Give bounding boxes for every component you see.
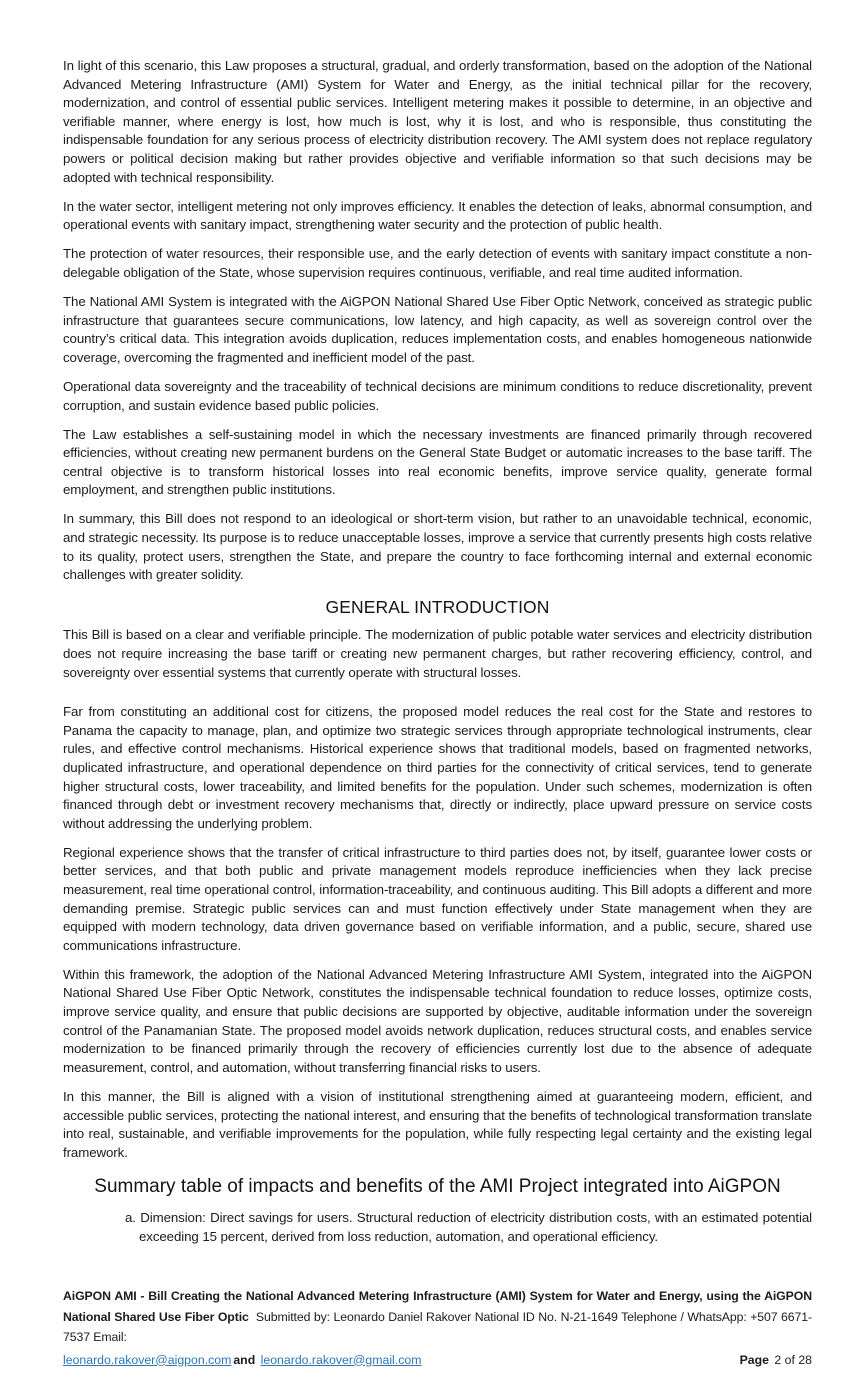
page-number (740, 1350, 812, 1371)
paragraph: This Bill is based on a clear and verifiable principle. The modernization of public potable water services and electricity distribution does not require increasing the base tariff or creating new permanent charges, but rather recovering efficiency, control, and sovereignty over essential systems that currently operate with structural losses. (63, 627, 812, 680)
paragraph: Within this framework, the adoption of the National Advanced Metering Infrastructure AMI System, integrated into the AiGPON National Shared Use Fiber Optic Network, constitutes the indispensable technical foundation to reduce losses, optimize costs, improve service quality, and ensure that public decisions are supported by objective, auditable information under the sovereign control of the Panamanian State. The proposed model avoids network duplication, reduces structural costs, and enables service modernization to be financed primarily through the recovery of efficiencies currently lost due to the absence of adequate measurement, control, and automation, without transferring financial risks to users. (63, 966, 812, 1075)
document-body (63, 57, 812, 1247)
footer-emails (63, 1350, 421, 1371)
email-link-gmail[interactable]: leonardo.rakover@gmail.com (260, 1352, 422, 1367)
list-item-dimension-a (63, 1208, 812, 1247)
footer-submitted-info: Submitted by: Leonardo Daniel Rakover National ID No. N-21-1649 Telephone / WhatsApp: +507 6671-7537 Email: (63, 1309, 812, 1344)
footer-links-row (63, 1350, 812, 1371)
paragraph: The National AMI System is integrated with the AiGPON National Shared Use Fiber Optic Network, conceived as strategic public infrastructure that guarantees secure communications, low latency, and high capacity, as well as sovereign control over the country’s critical data. This integration avoids duplication, reduces implementation costs, and enables homogeneous nationwide coverage, overcoming the fragmented and inefficient model of the past. (63, 294, 812, 365)
page-number-label: Page (739, 1352, 769, 1367)
paragraph: Operational data sovereignty and the traceability of technical decisions are minimum conditions to reduce discretionality, prevent corruption, and sustain evidence based public policies. (63, 378, 812, 413)
paragraph: Regional experience shows that the transfer of critical infrastructure to third parties does not, by itself, guarantee lower costs or better services, and that both public and private management models reproduce inefficiencies when they lack precise measurement, real time operational control, information-traceability, and continuous auditing. This Bill adopts a different and more demanding premise. Strategic public services can and must function effectively under State management when they are equipped with modern technology, data driven governance based on verifiable information, and a public, secure, shared use communications infrastructure. (63, 844, 812, 953)
section-heading-general-introduction: GENERAL INTRODUCTION (325, 597, 550, 618)
paragraph: In the water sector, intelligent metering not only improves efficiency. It enables the detection of leaks, abnormal consumption, and operational events with sanitary impact, strengthening water security and the protection of public health. (63, 198, 812, 233)
section-heading-summary-table: Summary table of impacts and benefits of the AMI Project integrated into AiGPON (94, 1175, 781, 1197)
footer-bill-title: AiGPON AMI - Bill Creating the National Advanced Metering Infrastructure (AMI) System for Water and Energy, using the AiGPON National Shared Use Fiber Optic (63, 1289, 812, 1324)
paragraph: In summary, this Bill does not respond to an ideological or short-term vision, but rather to an unavoidable technical, economic, and strategic necessity. Its purpose is to reduce unacceptable losses, improve a service that currently presents high costs relative to its quality, protect users, strengthen the State, and prepare the country to face forthcoming internal and external economic challenges with greater solidity. (63, 511, 812, 583)
paragraph: In light of this scenario, this Law proposes a structural, gradual, and orderly transformation, based on the adoption of the National Advanced Metering Infrastructure (AMI) System for Water and Energy, as the initial technical pillar for the recovery, modernization, and control of essential public services. Intelligent metering makes it possible to determine, in an objective and verifiable manner, where energy is lost, how much is lost, why it is lost, and who is responsible, thus constituting the indispensable foundation for any serious process of electricity distribution recovery. The AMI system does not replace regulatory powers or political decision making but rather provides objective and verifiable information so that such decisions may be adopted with technical responsibility. (63, 58, 812, 185)
paragraph: The protection of water resources, their responsible use, and the early detection of events with sanitary impact constitute a non-delegable obligation of the State, whose supervision requires continuous, verifiable, and real time audited information. (63, 246, 812, 280)
list-item-text: Dimension: Direct savings for users. Structural reduction of electricity distribution costs, with an estimated potential exceeding 15 percent, derived from loss reduction, automation, and operational efficiency. (139, 1209, 812, 1245)
footer-title-block (63, 1286, 812, 1348)
paragraph: Far from constituting an additional cost for citizens, the proposed model reduces the real cost for the State and restores to Panama the capacity to manage, plan, and optimize two strategic services through appropriate technological instruments, clear rules, and effective control mechanisms. Historical experience shows that traditional models, based on fragmented networks, duplicated infrastructure, and operational dependence on third parties for the connectivity of critical services, tend to generate higher structural costs, lower traceability, and limited benefits for the population. Under such schemes, modernization is often financed through debt or investment recovery mechanisms that, directly or indirectly, place upward pressure on service costs without addressing the underlying problem. (63, 704, 812, 831)
list-marker: a. (125, 1209, 136, 1225)
paragraph: The Law establishes a self-sustaining model in which the necessary investments are financed primarily through recovered efficiencies, without creating new permanent burdens on the General State Budget or automatic increases to the base tariff. The central objective is to transform historical losses into real economic benefits, improve service quality, generate formal employment, and strengthen public institutions. (63, 426, 812, 498)
page-number-value: 2 of 28 (774, 1352, 812, 1367)
conjunction-text: and (233, 1352, 256, 1367)
email-link-aigpon[interactable]: leonardo.rakover@aigpon.com (63, 1352, 232, 1367)
paragraph: In this manner, the Bill is aligned with a vision of institutional strengthening aimed at guaranteeing modern, efficient, and accessible public services, protecting the national interest, and ensuring that the benefits of technological transformation translate into real, sustainable, and verifiable improvements for the population, while fully respecting legal certainty and the existing legal framework. (63, 1088, 812, 1160)
page-footer (63, 1286, 812, 1370)
